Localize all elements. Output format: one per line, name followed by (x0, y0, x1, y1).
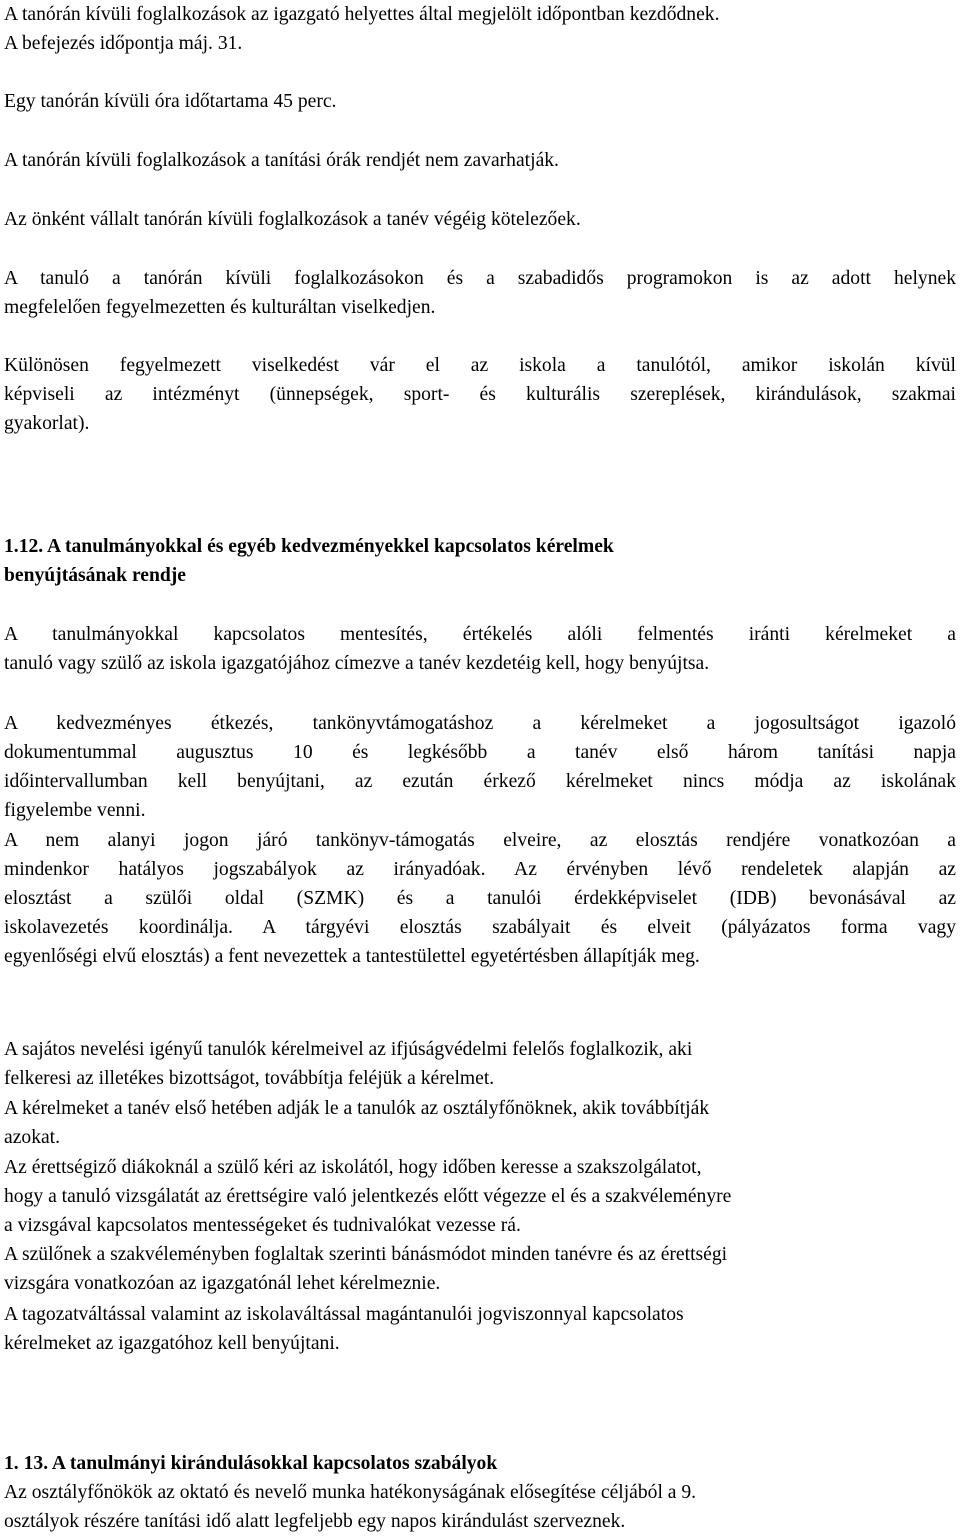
intro-paragraph-1: A tanórán kívüli foglalkozások az igazgató helyettes által megjelölt időpontban kezdődnek. A befejezés időpontja máj. 31. (4, 4, 720, 54)
intro-paragraph-6: Különösen fegyelmezett viselkedést vár el az iskola a tanulótól, amikor iskolán kívül képviseli az intézményt (ünnepségek, sport- és kulturális szereplések, kirándulások, szakmai gyakorlat). (4, 355, 956, 434)
section-1-12-heading: 1.12. A tanulmányokkal és egyéb kedvezményekkel kapcsolatos kérelmek benyújtásának rendje (4, 536, 614, 586)
section-1-12-paragraph-4: A sajátos nevelési igényű tanulók kérelmeivel az ifjúságvédelmi felelős foglalkozik, aki felkeresi az illetékes bizottságot, továbbítja feléjük a kérelmet. (4, 1039, 693, 1089)
intro-paragraph-4: Az önként vállalt tanórán kívüli foglalkozások a tanév végéig kötelezőek. (4, 209, 581, 230)
section-1-12-paragraph-3: A nem alanyi jogon járó tankönyv-támogatás elveire, az elosztás rendjére vonatkozóan a mindenkor hatályos jogszabályok az irányadóak. Az érvényben lévő rendeletek alapján az elosztást a szülői oldal (SZMK) és a tanulói érdekképviselet (IDB) bevonásával az iskolavezetés koordinálja. A tárgyévi elosztás szabályait és elveit (pályázatos forma vagy egyenlőségi elvű elosztás) a fent nevezettek a tantestülettel egyetértésben állapítják meg. (4, 830, 956, 967)
section-1-12-paragraph-8: A tagozatváltással valamint az iskolaváltással magántanulói jogviszonnyal kapcsolatos kérelmeket az igazgatóhoz kell benyújtani. (4, 1304, 684, 1354)
section-1-12-paragraph-1: A tanulmányokkal kapcsolatos mentesítés, értékelés alóli felmentés iránti kérelmeket a tanuló vagy szülő az iskola igazgatójához címezve a tanév kezdetéig kell, hogy benyújtsa. (4, 624, 956, 674)
section-1-12-paragraph-6: Az érettségiző diákoknál a szülő kéri az iskolától, hogy időben keresse a szakszolgálatot, hogy a tanuló vizsgálatát az érettségire való jelentkezés előtt végezze el és a szakvéleményre a vizsgával kapcsolatos mentességeket és tudnivalókat vezesse rá. (4, 1157, 732, 1236)
intro-paragraph-3: A tanórán kívüli foglalkozások a tanítási órák rendjét nem zavarhatják. (4, 150, 559, 171)
intro-paragraph-2: Egy tanórán kívüli óra időtartama 45 perc. (4, 91, 337, 112)
section-1-12-paragraph-7: A szülőnek a szakvéleményben foglaltak szerinti bánásmódot minden tanévre és az érettségi vizsgára vonatkozóan az igazgatónál lehet kérelmeznie. (4, 1244, 728, 1294)
section-1-13-heading: 1. 13. A tanulmányi kirándulásokkal kapcsolatos szabályok (4, 1453, 498, 1474)
section-1-12-paragraph-2: A kedvezményes étkezés, tankönyvtámogatáshoz a kérelmeket a jogosultságot igazoló dokumentummal augusztus 10 és legkésőbb a tanév első három tanítási napja időintervallumban kell benyújtani, az ezután érkező kérelmeket nincs módja az iskolának figyelembe venni. (4, 713, 956, 821)
section-1-12-paragraph-5: A kérelmeket a tanév első hetében adják le a tanulók az osztályfőnöknek, akik továbbítják azokat. (4, 1098, 710, 1148)
intro-paragraph-5: A tanuló a tanórán kívüli foglalkozásokon és a szabadidős programokon is az adott helynek megfelelően fegyelmezetten és kulturáltan viselkedjen. (4, 268, 956, 318)
section-1-13-paragraph-1: Az osztályfőnökök az oktató és nevelő munka hatékonyságának elősegítése céljából a 9. osztályok részére tanítási idő alatt legfeljebb egy napos kirándulást szerveznek. (4, 1482, 697, 1532)
